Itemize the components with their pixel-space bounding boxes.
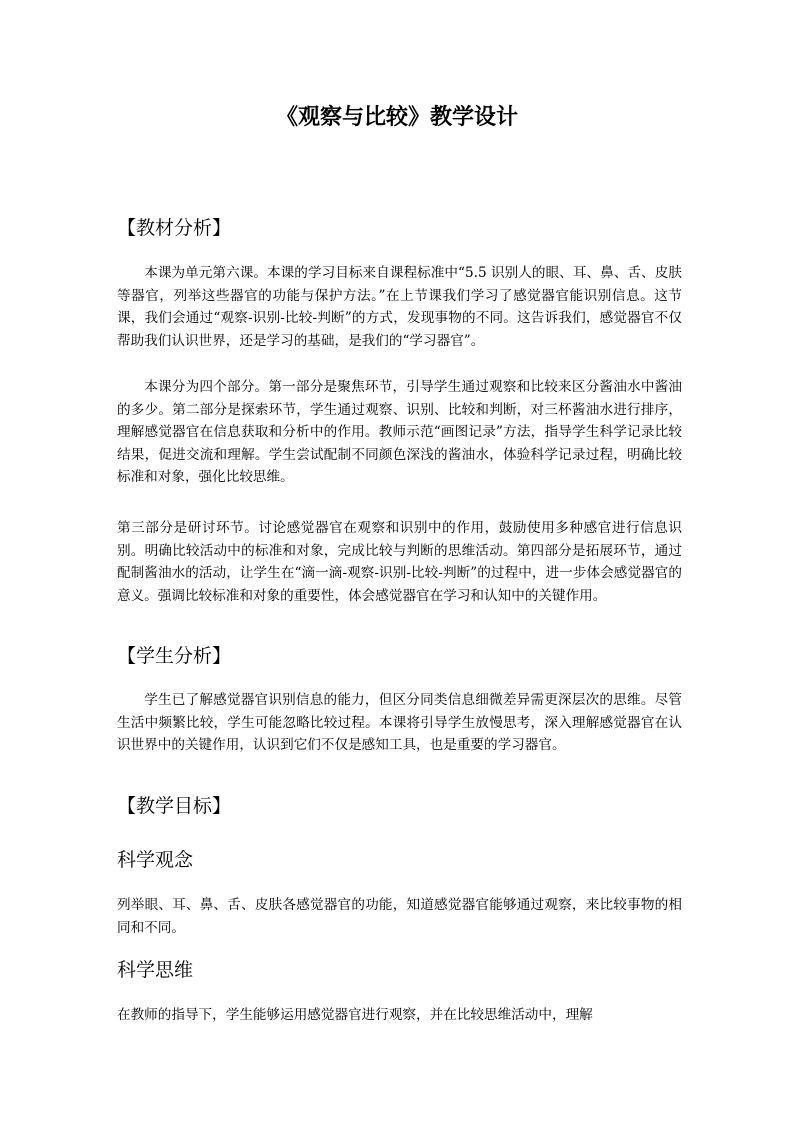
section-heading-material-analysis: 【教材分析】 — [117, 217, 232, 239]
subheading-science-thinking: 科学思维 — [117, 959, 194, 981]
material-analysis-paragraph-2: 本课分为四个部分。第一部分是聚焦环节，引导学生通过观察和比较来区分酱油水中酱油的多少。第二部分是探索环节，学生通过观察、识别、比较和判断，对三杯酱油水进行排序，理解感觉器官在信息获取和分析中的作用。教师示范“画图记录”方法，指导学生科学记录比较结果，促进交流和理解。学生尝试配制不同颜色深浅的酱油水，体验科学记录过程，明确比较标准和对象，强化比较思维。 — [117, 379, 682, 485]
section-heading-student-analysis: 【学生分析】 — [117, 645, 232, 667]
student-analysis-paragraph: 学生已了解感觉器官识别信息的能力，但区分同类信息细微差异需更深层次的思维。尽管生活中频繁比较，学生可能忽略比较过程。本课将引导学生放慢思考，深入理解感觉器官在认识世界中的关键作用，认识到它们不仅是感知工具，也是重要的学习器官。 — [117, 692, 682, 753]
subheading-science-concept: 科学观念 — [117, 849, 194, 871]
science-concept-paragraph: 列举眼、耳、鼻、舌、皮肤各感觉器官的功能，知道感觉器官能够通过观察，来比较事物的相同和不同。 — [117, 897, 682, 936]
material-analysis-paragraph-3: 第三部分是研讨环节。讨论感觉器官在观察和识别中的作用，鼓励使用多种感官进行信息识别。明确比较活动中的标准和对象，完成比较与判断的思维活动。第四部分是拓展环节，通过配制酱油水的活动，让学生在“滴一滴-观察-识别-比较-判断”的过程中，进一步体会感觉器官的意义。强调比较标准和对象的重要性，体会感觉器官在学习和认知中的关键作用。 — [117, 520, 682, 604]
section-heading-teaching-goals: 【教学目标】 — [117, 795, 232, 817]
document-title: 《观察与比较》教学设计 — [275, 104, 518, 130]
science-thinking-paragraph: 在教师的指导下，学生能够运用感觉器官进行观察，并在比较思维活动中，理解 — [117, 1007, 593, 1023]
material-analysis-paragraph-1: 本课为单元第六课。本课的学习目标来自课程标准中“5.5 识别人的眼、耳、鼻、舌、皮肤等器官，列举这些器官的功能与保护方法。”在上节课我们学习了感觉器官能识别信息。这节课，我们会通过“观察-识别-比较-判断”的方式，发现事物的不同。这告诉我们，感觉器官不仅帮助我们认识世界，还是学习的基础，是我们的“学习器官”。 — [117, 265, 682, 349]
